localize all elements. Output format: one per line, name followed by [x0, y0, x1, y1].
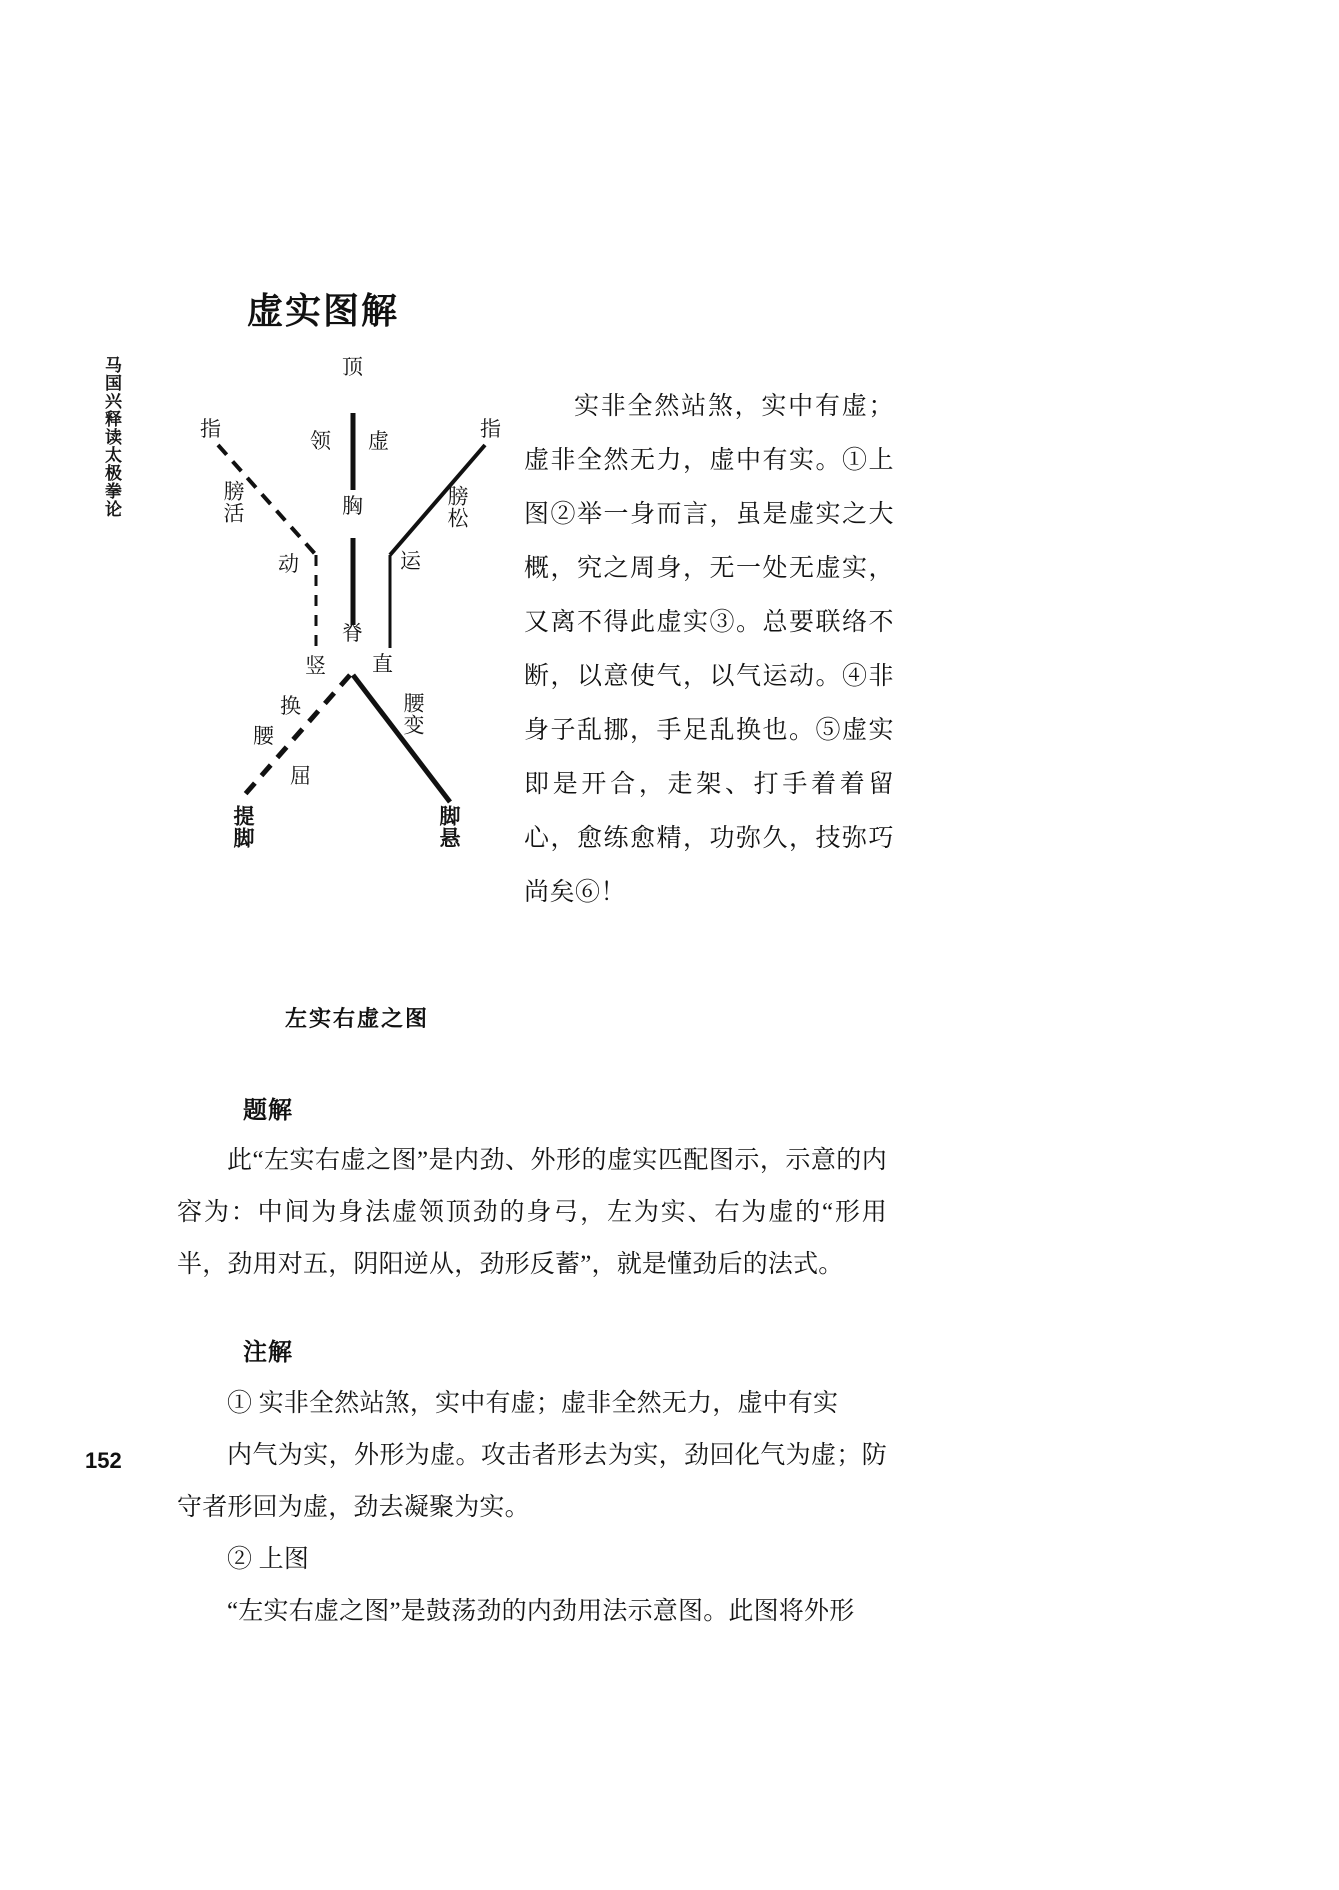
- diagram-label-huan: 换: [280, 694, 301, 718]
- diagram-label-left-finger: 指: [200, 417, 221, 441]
- subheading-tijie: 题解: [243, 1095, 293, 1124]
- diagram-label-shu: 竖: [305, 654, 326, 678]
- diagram-label-right-finger: 指: [480, 417, 501, 441]
- diagram-label-top: 顶: [342, 355, 363, 379]
- diagram-label-ji: 脊: [342, 621, 363, 645]
- zhujie-paragraph-2: 内气为实，外形为虚。攻击者形去为实，劲回化气为虚；防守者形回为虚，劲去凝聚为实。: [177, 1442, 887, 1521]
- subheading-zhujie: 注解: [243, 1337, 293, 1366]
- diagram-label-zhi: 直: [372, 652, 393, 676]
- diagram-label-dong: 动: [278, 552, 299, 576]
- diagram-label-xu: 虚: [368, 429, 389, 453]
- tijie-paragraph: 此“左实右虚之图”是内劲、外形的虚实匹配图示，示意的内容为：中间为身法虚领顶劲的身弓，左为实、右为虚的“形用半，劲用对五，阴阳逆从，劲形反蓄”，就是懂劲后的法式。: [177, 1147, 887, 1278]
- classic-quote-column: [524, 380, 894, 920]
- diagram-label-yao-bian: 腰变: [401, 692, 426, 736]
- classic-quote-text: 实非全然站煞，实中有虚；虚非全然无力，虚中有实。①上图②举一身而言，虽是虚实之大概，究之周身，无一处无虚实，又离不得此虚实③。总要联络不断，以意使气，以气运动。④非身子乱挪，手足乱换也。⑤虚实即是开合，走架、打手着着留心，愈练愈精，功弥久，技弥巧尚矣⑥！: [524, 393, 894, 906]
- diagram-label-yun: 运: [400, 549, 421, 573]
- diagram-label-ling: 领: [310, 429, 331, 453]
- diagram-label-yao-left: 腰: [253, 724, 274, 748]
- diagram-label-xiong: 胸: [342, 494, 363, 518]
- zhujie-body: [177, 1378, 887, 1638]
- zhujie-paragraph-1: ① 实非全然站煞，实中有虚；虚非全然无力，虚中有实: [227, 1390, 839, 1417]
- page-title: 虚实图解: [247, 290, 400, 332]
- xushi-diagram: [150, 350, 570, 870]
- diagram-label-qu: 屈: [290, 764, 311, 788]
- page-number: 152: [85, 1448, 122, 1473]
- zhujie-paragraph-4: “左实右虚之图”是鼓荡劲的内劲用法示意图。此图将外形: [227, 1598, 855, 1625]
- figure-caption: 左实右虚之图: [285, 1006, 430, 1031]
- running-side-title: 马国兴释读太极拳论: [102, 356, 121, 518]
- diagram-label-jiao-xuan: 脚悬: [437, 805, 462, 849]
- diagram-label-bang-song: 膀松: [445, 485, 470, 529]
- tijie-body: [177, 1135, 887, 1291]
- zhujie-paragraph-3: ② 上图: [227, 1546, 310, 1573]
- diagram-label-ti-jiao: 提脚: [231, 805, 256, 849]
- diagram-label-bang-huo: 膀活: [221, 480, 246, 524]
